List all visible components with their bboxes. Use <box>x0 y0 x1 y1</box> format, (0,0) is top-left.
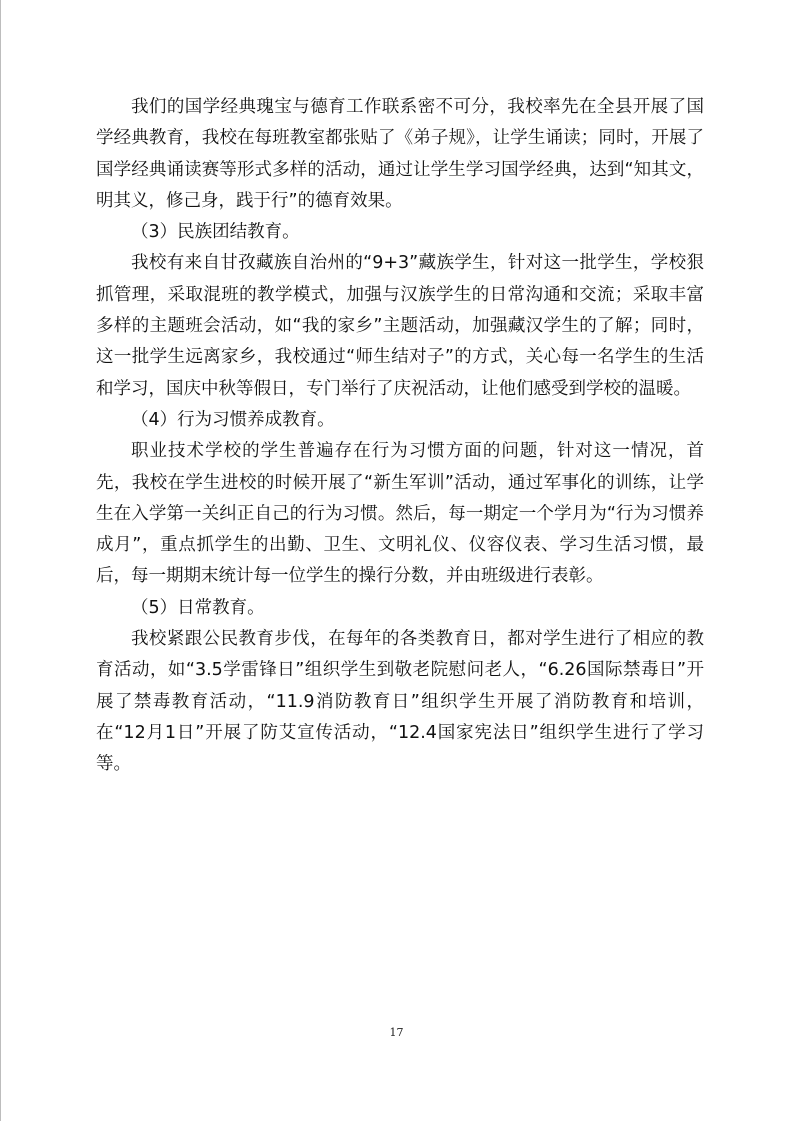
heading-minzu-tuanjie: （3）民族团结教育。 <box>131 222 300 243</box>
body-text <box>96 92 704 781</box>
paragraph-richang-jiaoyu: 我校紧跟公民教育步伐，在每年的各类教育日，都对学生进行了相应的教育活动，如“3.5学雷锋日”组织学生到敬老院慰问老人，“6.26国际禁毒日”开展了禁毒教育活动，“11.9消防教育日”组织学生开展了消防教育和培训，在“12月1日”开展了防艾宣传活动，“12.4国家宪法日”组织学生进行了学习等。 <box>96 629 704 775</box>
heading-xingwei-xiguan: （4）行为习惯养成教育。 <box>131 409 335 430</box>
heading-richang-jiaoyu: （5）日常教育。 <box>131 597 265 618</box>
paragraph-minzu-tuanjie: 我校有来自甘孜藏族自治州的“9+3”藏族学生，针对这一批学生，学校狠抓管理，采取混班的教学模式，加强与汉族学生的日常沟通和交流；采取丰富多样的主题班会活动，如“我的家乡”主题活动，加强藏汉学生的了解；同时，这一批学生远离家乡，我校通过“师生结对子”的方式，关心每一名学生的生活和学习，国庆中秋等假日，专门举行了庆祝活动，让他们感受到学校的温暖。 <box>96 253 704 399</box>
paragraph-xingwei-xiguan: 职业技术学校的学生普遍存在行为习惯方面的问题，针对这一情况，首先，我校在学生进校的时候开展了“新生军训”活动，通过军事化的训练，让学生在入学第一关纠正自己的行为习惯。然后，每一期定一个学月为“行为习惯养成月”，重点抓学生的出勤、卫生、文明礼仪、仪容仪表、学习生活习惯，最后，每一期期末统计每一位学生的操行分数，并由班级进行表彰。 <box>96 441 704 587</box>
page-edge <box>0 0 1 1121</box>
paragraph-guoxue: 我们的国学经典瑰宝与德育工作联系密不可分，我校率先在全县开展了国学经典教育，我校在每班教室都张贴了《弟子规》，让学生诵读；同时，开展了国学经典诵读赛等形式多样的活动，通过让学生学习国学经典，达到“知其文，明其义，修己身，践于行”的德育效果。 <box>96 97 704 211</box>
page-number: 17 <box>389 1026 404 1039</box>
